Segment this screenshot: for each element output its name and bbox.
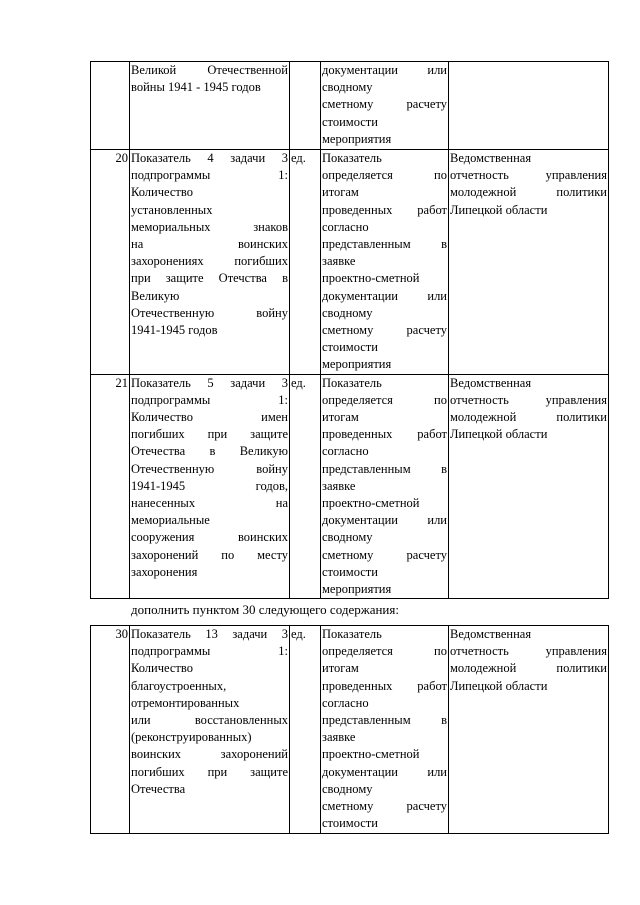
row-number [91,62,130,150]
source-line: Липецкой области [450,427,548,442]
name-line: установленных [131,202,213,217]
method-line: сметному расчету [322,547,447,562]
data-source [449,62,609,150]
name-line: Отечества в Великую [131,444,288,459]
name-line: Количество имен [131,410,288,425]
method-line: проектно-сметной [322,496,420,511]
name-line: Показатель 13 задачи 3 [131,627,288,641]
data-source [449,374,609,599]
name-line: или восстановленных [131,713,288,728]
method-line: документации или [322,288,447,303]
source-line: молодежной политики [450,410,607,425]
name-line: захоронения [131,564,198,579]
method-line: проектно-сметной [322,271,420,286]
method-line: проведенных работ [322,202,447,217]
row-number: 21 [91,374,130,599]
name-line: Великую [131,288,180,303]
method-line: стоимости [322,564,378,579]
name-line: Отечественную войну [131,305,288,320]
table-row [91,150,609,375]
row-number: 20 [91,150,130,375]
method-line: Показатель [322,151,382,165]
indicators-table-addition [90,625,609,834]
name-line: Показатель 5 задачи 3 [131,375,288,390]
unit-of-measure: ед. [290,626,321,834]
method-line: сметному расчету [322,97,447,112]
method-line: итогам [322,185,359,200]
calculation-method [321,626,449,834]
method-line: документации или [322,764,447,779]
method-line: документации или [322,63,447,77]
source-line: Ведомственная [450,375,532,390]
method-line: согласно [322,219,369,234]
name-line: войны 1941 - 1945 годов [131,80,261,95]
method-line: заявке [322,254,356,269]
source-line: Липецкой области [450,678,548,693]
name-line: 1941-1945 годов, [131,478,288,493]
method-line: мероприятия [322,582,392,597]
source-line: отчетность управления [450,644,607,659]
name-line: сооружения воинских [131,530,288,545]
unit-of-measure: ед. [290,150,321,375]
indicators-table [90,61,609,599]
method-line: сводному [322,80,373,95]
amendment-note: дополнить пунктом 30 следующего содержания: [131,602,399,617]
method-line: определяется по [322,168,447,183]
name-line: захоронений по месту [131,547,288,562]
name-line: благоустроенных, [131,678,227,693]
name-line: (реконструированных) [131,730,252,745]
source-line: Ведомственная [450,627,532,641]
method-line: итогам [322,661,359,676]
method-line: определяется по [322,644,447,659]
name-line: мемориальные [131,513,210,528]
method-line: стоимости [322,340,378,355]
name-line: при защите Отечства в [131,271,288,286]
source-line: отчетность управления [450,392,607,407]
name-line: погибших при защите [131,764,288,779]
method-line: заявке [322,478,356,493]
indicator-name [130,62,290,150]
name-line: Количество [131,185,193,200]
name-line: 1941-1945 годов [131,323,218,338]
calculation-method [321,62,449,150]
row-number: 30 [91,626,130,834]
method-line: сводному [322,305,373,320]
name-line: захоронениях погибших [131,254,288,269]
name-line: подпрограммы 1: [131,168,288,183]
name-line: нанесенных на [131,496,288,511]
name-line: Отечественную войну [131,461,288,476]
calculation-method [321,150,449,375]
method-line: стоимости [322,114,378,129]
method-line: проведенных работ [322,678,447,693]
method-line: проведенных работ [322,427,447,442]
table-row [91,374,609,599]
name-line: Показатель 4 задачи 3 [131,151,288,165]
method-line: согласно [322,444,369,459]
method-line: представленным в [322,461,447,476]
method-line: сводному [322,530,373,545]
method-line: сметному расчету [322,323,447,338]
name-line: погибших при защите [131,427,288,442]
source-line: молодежной политики [450,185,607,200]
method-line: заявке [322,730,356,745]
name-line: Количество [131,661,193,676]
method-line: Показатель [322,627,382,641]
method-line: проектно-сметной [322,747,420,762]
method-line: итогам [322,410,359,425]
calculation-method [321,374,449,599]
name-line: на воинских [131,237,288,252]
table-row [91,62,609,150]
data-source [449,626,609,834]
table-row [91,626,609,834]
name-line: отремонтированных [131,695,240,710]
source-line: отчетность управления [450,168,607,183]
method-line: представленным в [322,713,447,728]
source-line: молодежной политики [450,661,607,676]
indicator-name [130,150,290,375]
name-line: подпрограммы 1: [131,644,288,659]
method-line: Показатель [322,375,382,390]
name-line: Великой Отечественной [131,63,288,77]
method-line: документации или [322,513,447,528]
method-line: сводному [322,781,373,796]
data-source [449,150,609,375]
unit-of-measure [290,62,321,150]
method-line: сметному расчету [322,799,447,814]
indicator-name [130,374,290,599]
method-line: мероприятия [322,131,392,146]
method-line: представленным в [322,237,447,252]
name-line: мемориальных знаков [131,219,288,234]
indicator-name [130,626,290,834]
unit-of-measure: ед. [290,374,321,599]
method-line: согласно [322,695,369,710]
method-line: определяется по [322,392,447,407]
name-line: воинских захоронений [131,747,288,762]
source-line: Липецкой области [450,202,548,217]
source-line: Ведомственная [450,151,532,165]
method-line: стоимости [322,816,378,831]
method-line: мероприятия [322,357,392,372]
name-line: Отечества [131,781,186,796]
name-line: подпрограммы 1: [131,392,288,407]
